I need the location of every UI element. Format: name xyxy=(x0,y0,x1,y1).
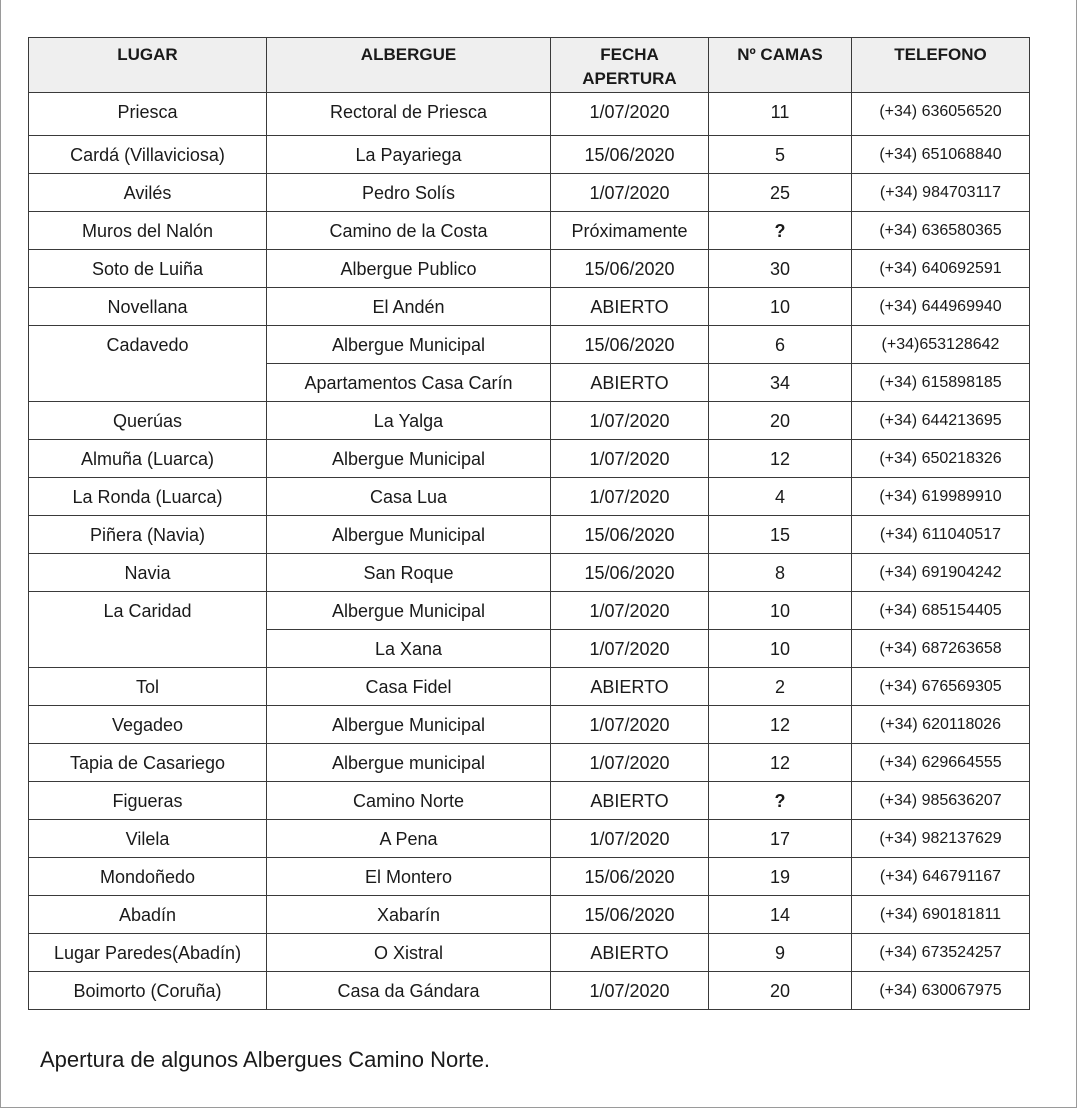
cell-lugar: Priesca xyxy=(29,93,267,136)
table-row xyxy=(29,934,1030,972)
cell-lugar: Tapia de Casariego xyxy=(29,744,267,782)
table-header-row xyxy=(29,38,1030,93)
cell-camas: 34 xyxy=(709,364,852,402)
table-row xyxy=(29,478,1030,516)
cell-camas: 14 xyxy=(709,896,852,934)
cell-telefono: (+34) 644213695 xyxy=(852,402,1030,440)
cell-albergue: Albergue Municipal xyxy=(267,592,551,630)
cell-telefono: (+34) 676569305 xyxy=(852,668,1030,706)
cell-lugar: Muros del Nalón xyxy=(29,212,267,250)
cell-telefono: (+34) 629664555 xyxy=(852,744,1030,782)
cell-fecha-apertura: 1/07/2020 xyxy=(551,972,709,1010)
cell-telefono: (+34) 687263658 xyxy=(852,630,1030,668)
cell-lugar: Avilés xyxy=(29,174,267,212)
cell-lugar: La Ronda (Luarca) xyxy=(29,478,267,516)
cell-telefono: (+34) 984703117 xyxy=(852,174,1030,212)
cell-camas: 10 xyxy=(709,592,852,630)
cell-lugar: Boimorto (Coruña) xyxy=(29,972,267,1010)
cell-albergue: Albergue Municipal xyxy=(267,516,551,554)
table-row xyxy=(29,592,1030,630)
cell-telefono: (+34) 620118026 xyxy=(852,706,1030,744)
table-row xyxy=(29,896,1030,934)
cell-fecha-apertura: ABIERTO xyxy=(551,934,709,972)
table-row xyxy=(29,250,1030,288)
cell-albergue: Albergue Municipal xyxy=(267,326,551,364)
cell-fecha-apertura: 1/07/2020 xyxy=(551,706,709,744)
cell-fecha-apertura: 15/06/2020 xyxy=(551,250,709,288)
cell-camas: 19 xyxy=(709,858,852,896)
cell-fecha-apertura: 1/07/2020 xyxy=(551,402,709,440)
cell-albergue: Apartamentos Casa Carín xyxy=(267,364,551,402)
cell-camas: 11 xyxy=(709,93,852,136)
cell-albergue: Casa Lua xyxy=(267,478,551,516)
cell-lugar: Tol xyxy=(29,668,267,706)
cell-camas: 17 xyxy=(709,820,852,858)
cell-telefono: (+34) 673524257 xyxy=(852,934,1030,972)
cell-camas: 4 xyxy=(709,478,852,516)
cell-camas: 9 xyxy=(709,934,852,972)
cell-fecha-apertura: 1/07/2020 xyxy=(551,478,709,516)
cell-telefono: (+34) 985636207 xyxy=(852,782,1030,820)
cell-fecha-apertura: Próximamente xyxy=(551,212,709,250)
header-albergue: ALBERGUE xyxy=(267,38,551,93)
table-row xyxy=(29,402,1030,440)
cell-telefono: (+34) 650218326 xyxy=(852,440,1030,478)
cell-camas: ? xyxy=(709,212,852,250)
cell-camas: 20 xyxy=(709,972,852,1010)
cell-camas: 5 xyxy=(709,136,852,174)
cell-albergue: Albergue Municipal xyxy=(267,706,551,744)
cell-fecha-apertura: 1/07/2020 xyxy=(551,630,709,668)
cell-camas: 30 xyxy=(709,250,852,288)
cell-fecha-apertura: ABIERTO xyxy=(551,668,709,706)
cell-lugar: Novellana xyxy=(29,288,267,326)
cell-telefono: (+34) 636580365 xyxy=(852,212,1030,250)
cell-albergue: Albergue municipal xyxy=(267,744,551,782)
cell-lugar: La Caridad xyxy=(29,592,267,668)
table-row xyxy=(29,782,1030,820)
table-body xyxy=(29,93,1030,1010)
cell-lugar: Abadín xyxy=(29,896,267,934)
cell-camas: 10 xyxy=(709,288,852,326)
header-telefono: TELEFONO xyxy=(852,38,1030,93)
cell-telefono: (+34) 651068840 xyxy=(852,136,1030,174)
table-row xyxy=(29,288,1030,326)
hostel-table xyxy=(28,37,1030,1010)
header-fecha-line1: FECHA xyxy=(600,45,659,64)
cell-fecha-apertura: 15/06/2020 xyxy=(551,896,709,934)
table-row xyxy=(29,820,1030,858)
cell-telefono: (+34) 615898185 xyxy=(852,364,1030,402)
cell-fecha-apertura: ABIERTO xyxy=(551,782,709,820)
cell-telefono: (+34) 630067975 xyxy=(852,972,1030,1010)
cell-albergue: O Xistral xyxy=(267,934,551,972)
cell-telefono: (+34) 982137629 xyxy=(852,820,1030,858)
cell-camas: 2 xyxy=(709,668,852,706)
cell-fecha-apertura: 1/07/2020 xyxy=(551,820,709,858)
cell-fecha-apertura: 1/07/2020 xyxy=(551,93,709,136)
table-row xyxy=(29,174,1030,212)
cell-camas: 12 xyxy=(709,440,852,478)
cell-telefono: (+34) 636056520 xyxy=(852,93,1030,136)
cell-camas: 25 xyxy=(709,174,852,212)
table-row xyxy=(29,440,1030,478)
cell-telefono: (+34) 611040517 xyxy=(852,516,1030,554)
cell-albergue: Albergue Publico xyxy=(267,250,551,288)
table-row xyxy=(29,93,1030,136)
cell-albergue: Albergue Municipal xyxy=(267,440,551,478)
header-lugar: LUGAR xyxy=(29,38,267,93)
table-row xyxy=(29,668,1030,706)
cell-albergue: Camino de la Costa xyxy=(267,212,551,250)
cell-fecha-apertura: 1/07/2020 xyxy=(551,744,709,782)
cell-fecha-apertura: 15/06/2020 xyxy=(551,858,709,896)
cell-lugar: Navia xyxy=(29,554,267,592)
cell-albergue: La Payariega xyxy=(267,136,551,174)
table-row xyxy=(29,744,1030,782)
cell-albergue: La Yalga xyxy=(267,402,551,440)
cell-lugar: Mondoñedo xyxy=(29,858,267,896)
table-row xyxy=(29,212,1030,250)
table-row xyxy=(29,554,1030,592)
table-row xyxy=(29,858,1030,896)
cell-telefono: (+34) 646791167 xyxy=(852,858,1030,896)
cell-albergue: Camino Norte xyxy=(267,782,551,820)
cell-telefono: (+34) 644969940 xyxy=(852,288,1030,326)
cell-albergue: Rectoral de Priesca xyxy=(267,93,551,136)
cell-camas: 20 xyxy=(709,402,852,440)
cell-fecha-apertura: ABIERTO xyxy=(551,364,709,402)
cell-lugar: Vegadeo xyxy=(29,706,267,744)
header-camas: Nº CAMAS xyxy=(709,38,852,93)
header-fecha-apertura xyxy=(551,38,709,93)
cell-albergue: Casa da Gándara xyxy=(267,972,551,1010)
cell-telefono: (+34) 619989910 xyxy=(852,478,1030,516)
cell-fecha-apertura: 1/07/2020 xyxy=(551,440,709,478)
cell-camas: 6 xyxy=(709,326,852,364)
cell-fecha-apertura: 1/07/2020 xyxy=(551,174,709,212)
cell-albergue: Xabarín xyxy=(267,896,551,934)
cell-fecha-apertura: 15/06/2020 xyxy=(551,326,709,364)
cell-camas: 15 xyxy=(709,516,852,554)
cell-albergue: San Roque xyxy=(267,554,551,592)
table-row xyxy=(29,972,1030,1010)
header-fecha-line2: APERTURA xyxy=(582,69,677,88)
table-row xyxy=(29,136,1030,174)
cell-camas: 10 xyxy=(709,630,852,668)
cell-fecha-apertura: 15/06/2020 xyxy=(551,136,709,174)
cell-albergue: El Andén xyxy=(267,288,551,326)
cell-albergue: La Xana xyxy=(267,630,551,668)
cell-telefono: (+34) 685154405 xyxy=(852,592,1030,630)
cell-lugar: Cadavedo xyxy=(29,326,267,402)
cell-albergue: El Montero xyxy=(267,858,551,896)
cell-telefono: (+34) 690181811 xyxy=(852,896,1030,934)
cell-fecha-apertura: ABIERTO xyxy=(551,288,709,326)
cell-camas: 8 xyxy=(709,554,852,592)
cell-albergue: A Pena xyxy=(267,820,551,858)
cell-camas: 12 xyxy=(709,706,852,744)
table-caption: Apertura de algunos Albergues Camino Norte. xyxy=(40,1047,491,1072)
cell-albergue: Pedro Solís xyxy=(267,174,551,212)
table-row xyxy=(29,326,1030,364)
cell-camas: ? xyxy=(709,782,852,820)
cell-telefono: (+34) 691904242 xyxy=(852,554,1030,592)
cell-lugar: Soto de Luiña xyxy=(29,250,267,288)
cell-camas: 12 xyxy=(709,744,852,782)
cell-telefono: (+34)653128642 xyxy=(852,326,1030,364)
cell-fecha-apertura: 15/06/2020 xyxy=(551,516,709,554)
cell-lugar: Querúas xyxy=(29,402,267,440)
table-row xyxy=(29,706,1030,744)
table-row xyxy=(29,516,1030,554)
cell-lugar: Almuña (Luarca) xyxy=(29,440,267,478)
cell-telefono: (+34) 640692591 xyxy=(852,250,1030,288)
cell-lugar: Figueras xyxy=(29,782,267,820)
cell-lugar: Vilela xyxy=(29,820,267,858)
cell-lugar: Cardá (Villaviciosa) xyxy=(29,136,267,174)
cell-lugar: Piñera (Navia) xyxy=(29,516,267,554)
cell-albergue: Casa Fidel xyxy=(267,668,551,706)
cell-fecha-apertura: 15/06/2020 xyxy=(551,554,709,592)
cell-lugar: Lugar Paredes(Abadín) xyxy=(29,934,267,972)
cell-fecha-apertura: 1/07/2020 xyxy=(551,592,709,630)
